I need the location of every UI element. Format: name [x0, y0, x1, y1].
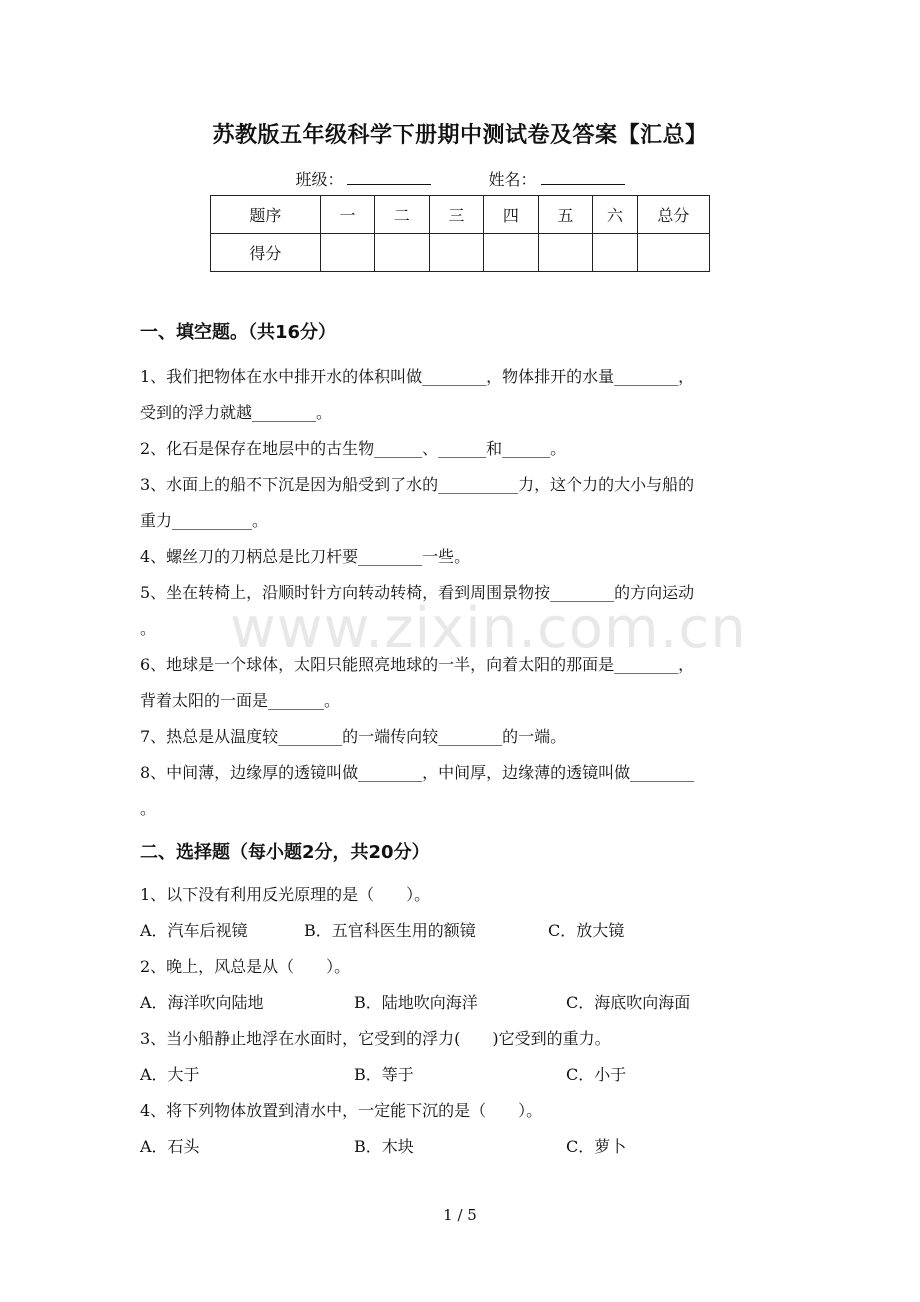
score-table — [210, 195, 710, 272]
class-field — [295, 167, 431, 190]
score-header-cell: 二 — [375, 196, 429, 234]
watermark: www.zixin.com.cn — [230, 596, 747, 661]
name-label: 姓名： — [488, 170, 537, 189]
page-title: 苏教版五年级科学下册期中测试卷及答案【汇总】 — [212, 123, 708, 148]
score-cell[interactable] — [484, 234, 538, 272]
score-cell[interactable] — [593, 234, 638, 272]
page-number: 1 / 5 — [443, 1206, 477, 1224]
question-line: 重力__________。 — [140, 511, 269, 530]
name-field — [489, 167, 625, 190]
choice-option-c: C．海底吹向海面 — [566, 993, 691, 1012]
question-line: 受到的浮力就越________。 — [140, 403, 333, 422]
choice-option-b: B．等于 — [354, 1065, 414, 1084]
class-blank[interactable] — [347, 170, 431, 185]
choice-question: 3、当小船静止地浮在水面时，它受到的浮力( )它受到的重力。 — [140, 1029, 611, 1048]
score-header-row — [211, 196, 710, 234]
choice-option-b: B．木块 — [354, 1137, 414, 1156]
choice-option-c: C．萝卜 — [566, 1137, 627, 1156]
choice-question: 4、将下列物体放置到清水中，一定能下沉的是（ ）。 — [140, 1101, 543, 1120]
score-header-cell: 五 — [538, 196, 592, 234]
score-header-cell: 总分 — [637, 196, 709, 234]
score-header-cell: 题序 — [211, 196, 321, 234]
section-2-heading: 二、选择题（每小题2分，共20分） — [140, 842, 430, 863]
name-blank[interactable] — [541, 170, 625, 185]
question-line: 2、化石是保存在地层中的古生物______、______和______。 — [140, 439, 567, 458]
score-cell[interactable] — [375, 234, 429, 272]
question-line: 1、我们把物体在水中排开水的体积叫做________，物体排开的水量________， — [140, 367, 695, 386]
question-line: 4、螺丝刀的刀柄总是比刀杆要________一些。 — [140, 547, 471, 566]
choice-question: 1、以下没有利用反光原理的是（ ）。 — [140, 885, 431, 904]
choice-option-b: B．陆地吹向海洋 — [354, 993, 478, 1012]
choice-option-a: A．大于 — [140, 1065, 200, 1084]
question-line: 3、水面上的船不下沉是因为船受到了水的__________力，这个力的大小与船的 — [140, 475, 695, 494]
question-line: 6、地球是一个球体，太阳只能照亮地球的一半，向着太阳的那面是________， — [140, 655, 695, 674]
choice-option-b: B．五官科医生用的额镜 — [304, 921, 476, 940]
score-cell[interactable] — [320, 234, 374, 272]
question-line: 7、热总是从温度较________的一端传向较________的一端。 — [140, 727, 567, 746]
choice-option-a: A．海洋吹向陆地 — [140, 993, 264, 1012]
score-header-cell: 一 — [320, 196, 374, 234]
question-line: 。 — [140, 799, 157, 818]
choice-option-c: C．放大镜 — [548, 921, 625, 940]
score-header-cell: 四 — [484, 196, 538, 234]
score-cell[interactable] — [429, 234, 483, 272]
score-header-cell: 六 — [593, 196, 638, 234]
score-header-cell: 三 — [429, 196, 483, 234]
choice-option-a: A．汽车后视镜 — [140, 921, 248, 940]
choice-question: 2、晚上，风总是从（ ）。 — [140, 957, 351, 976]
question-line: 8、中间薄，边缘厚的透镜叫做________，中间厚，边缘薄的透镜叫做________ — [140, 763, 695, 782]
class-label: 班级： — [295, 170, 344, 189]
question-line: 背着太阳的一面是_______。 — [140, 691, 341, 710]
section-1-heading: 一、填空题。（共16分） — [140, 322, 337, 343]
score-cell[interactable] — [538, 234, 592, 272]
question-line: 。 — [140, 619, 157, 638]
score-cell[interactable] — [637, 234, 709, 272]
choice-option-c: C．小于 — [566, 1065, 627, 1084]
question-line: 5、坐在转椅上，沿顺时针方向转动转椅，看到周围景物按________的方向运动 — [140, 583, 695, 602]
score-value-row — [211, 234, 710, 272]
choice-option-a: A．石头 — [140, 1137, 200, 1156]
student-info — [0, 167, 920, 190]
score-row-label: 得分 — [211, 234, 321, 272]
